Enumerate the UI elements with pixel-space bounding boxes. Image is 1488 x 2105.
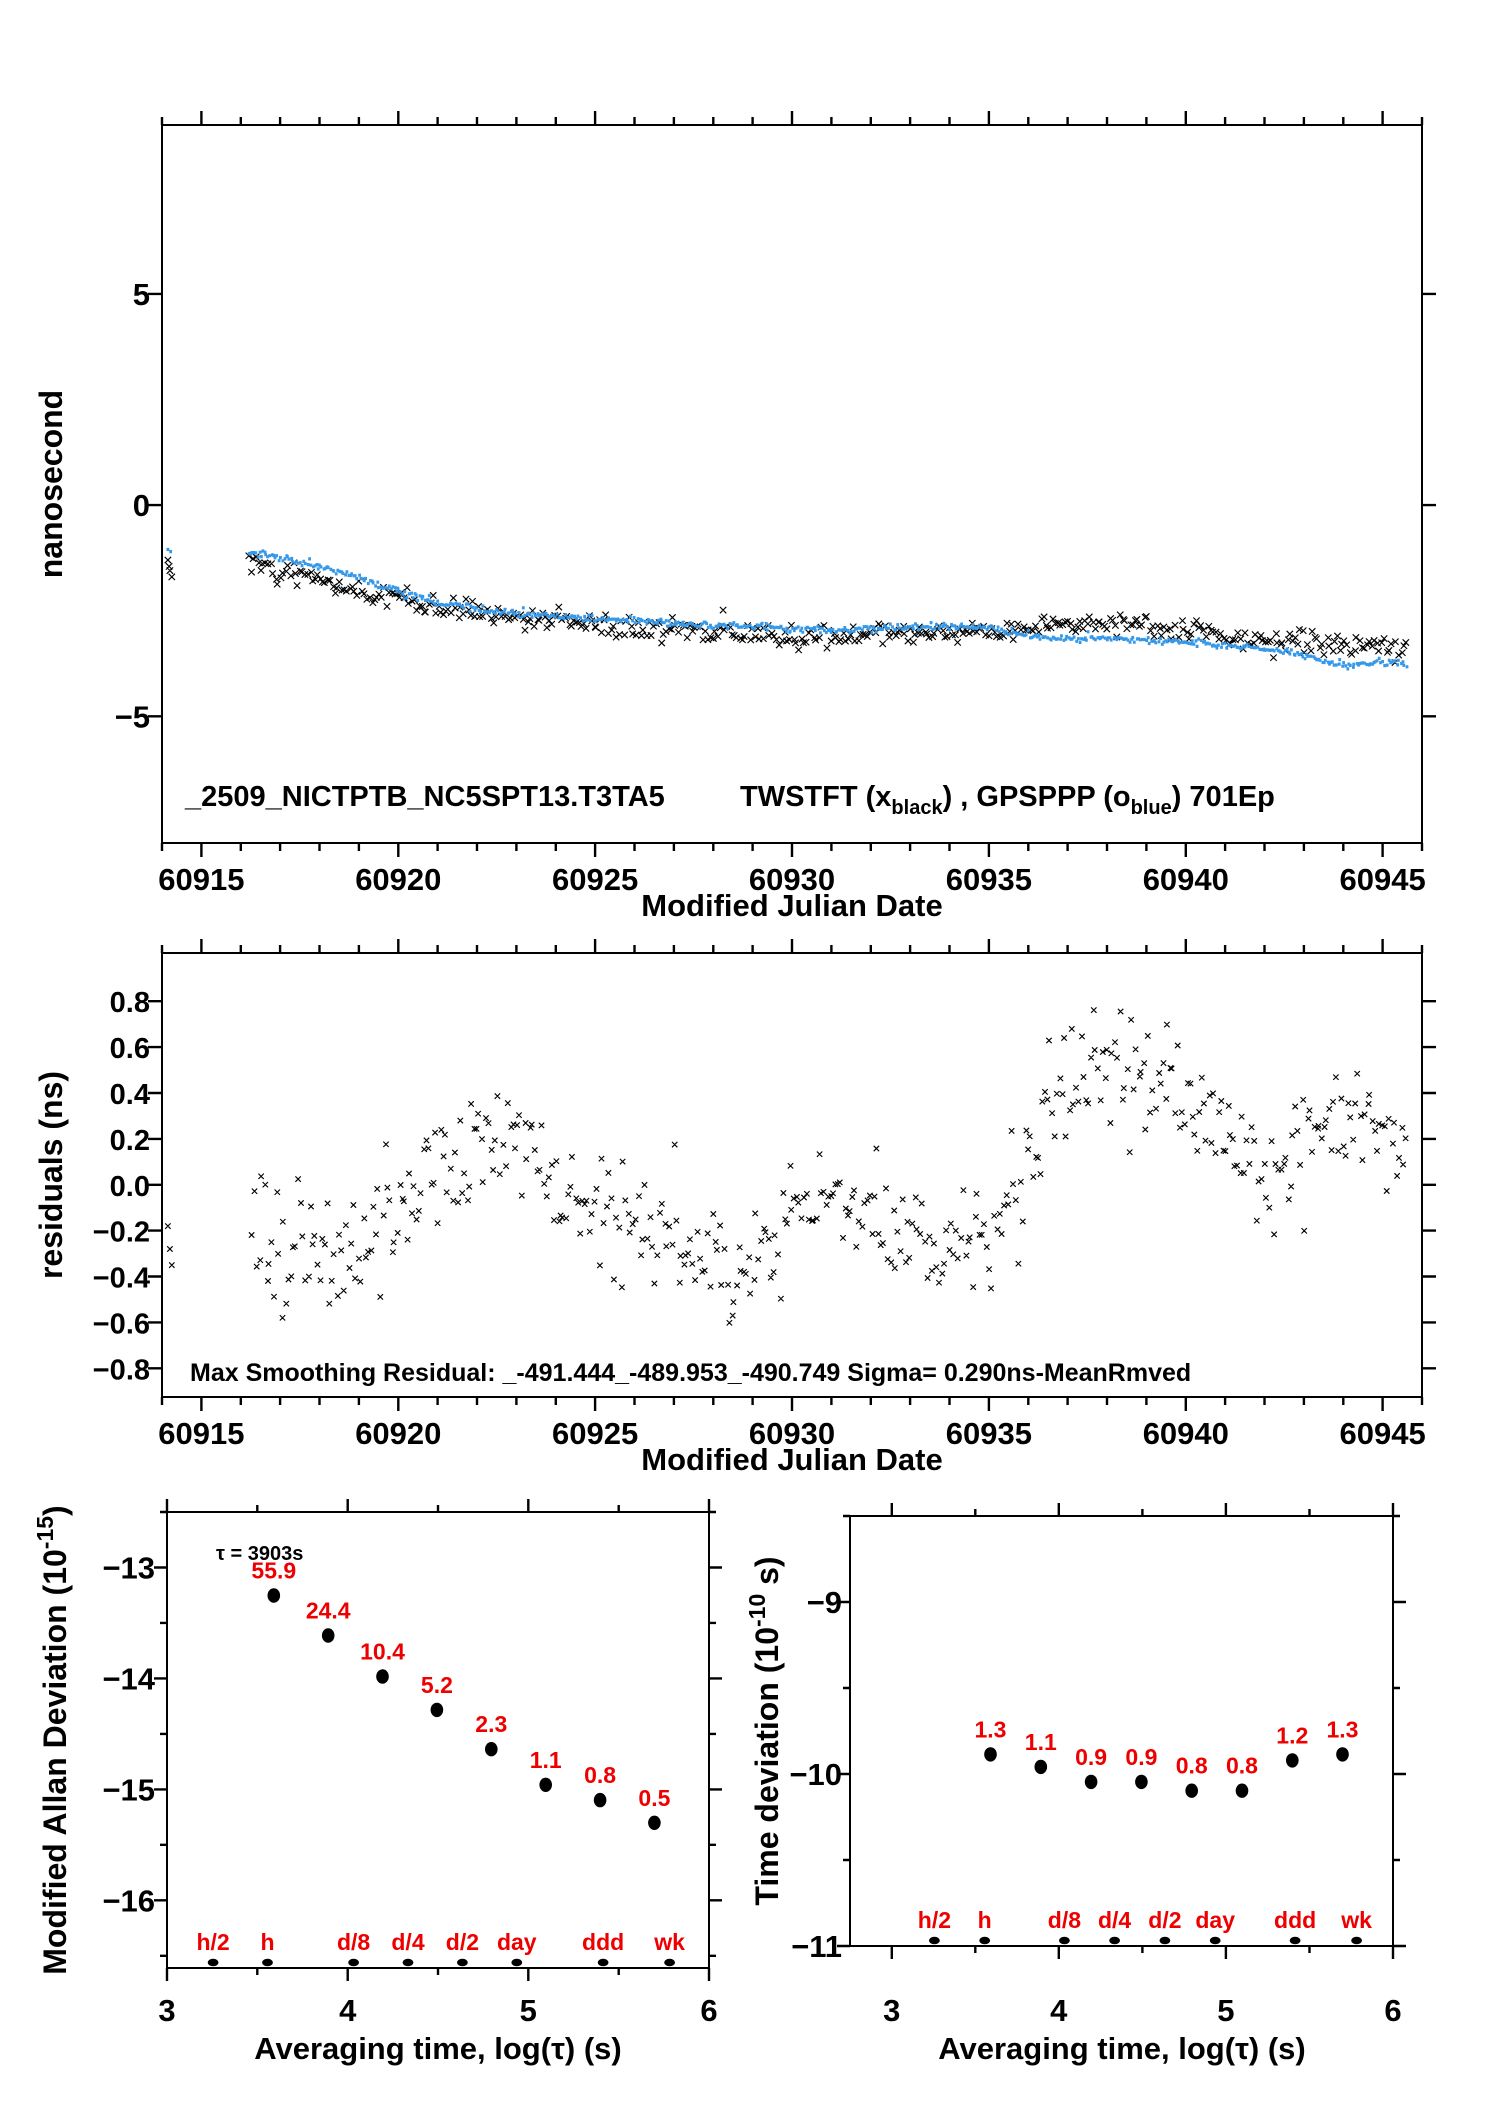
deviation-point — [648, 1816, 661, 1830]
deviation-point — [594, 1793, 607, 1807]
y-tick-label: −11 — [791, 1929, 842, 1964]
tau-marker-dot — [348, 1959, 359, 1967]
tau-marker-label: day — [1195, 1907, 1236, 1933]
deviation-point — [1336, 1747, 1349, 1761]
y-tick-label: −13 — [102, 1550, 155, 1586]
tau-marker-dot — [929, 1937, 940, 1945]
x-tick-label: 6 — [700, 1993, 718, 2028]
tau-marker-dot — [511, 1959, 522, 1967]
panel2-y-tick-labels — [93, 987, 150, 1386]
axis-ticks — [837, 1503, 1406, 1959]
panel3-tau-annotation: τ = 3903s — [216, 1543, 304, 1565]
tau-marker-dot — [1109, 1937, 1120, 1945]
deviation-point — [1135, 1775, 1148, 1789]
deviation-value-label: 0.9 — [1075, 1743, 1108, 1770]
x-tick-label: 60945 — [1339, 1416, 1426, 1451]
panel3-ticks — [154, 1499, 722, 1981]
deviation-value-label: 0.8 — [1175, 1752, 1208, 1779]
panel2-scatter — [165, 1007, 1408, 1325]
deviation-value-label: 0.5 — [638, 1784, 671, 1811]
tau-marker-dot — [403, 1959, 414, 1967]
panel3-x-axis-title: Averaging time, log(τ) (s) — [254, 2031, 622, 2066]
deviation-point — [1286, 1753, 1299, 1767]
panel2-frame — [162, 953, 1422, 1397]
axis-ticks — [148, 111, 1436, 857]
tau-marker-dot — [262, 1959, 273, 1967]
deviation-value-label: 1.1 — [1024, 1728, 1057, 1755]
y-tick-label: 5 — [132, 276, 150, 312]
tau-marker-dot — [1210, 1937, 1221, 1945]
tau-marker-label: ddd — [582, 1929, 625, 1955]
tau-marker-label: d/2 — [1148, 1907, 1182, 1933]
deviation-value-label: 1.3 — [1326, 1716, 1359, 1743]
tau-marker-label: d/4 — [1097, 1907, 1132, 1933]
panel2-smoothing-annotation: Max Smoothing Residual: _-491.444_-489.953_-490.749 Sigma= 0.290ns-MeanRmved — [190, 1359, 1192, 1387]
deviation-point — [1035, 1760, 1048, 1774]
tau-marker-dot — [208, 1959, 219, 1967]
panel1-frame — [162, 125, 1422, 843]
y-tick-label: 0 — [132, 488, 150, 524]
deviation-value-label: 24.4 — [305, 1597, 351, 1624]
deviation-point — [1236, 1784, 1249, 1798]
deviation-value-label: 0.8 — [1226, 1752, 1258, 1779]
panel4-data-points — [975, 1716, 1359, 1798]
y-tick-label: −0.8 — [92, 1354, 150, 1387]
y-tick-label: −0.6 — [92, 1308, 150, 1341]
y-tick-label: −0.2 — [92, 1216, 150, 1249]
tau-marker-dot — [457, 1959, 468, 1967]
y-tick-label: 0.8 — [109, 987, 150, 1020]
y-tick-label: 0.6 — [109, 1033, 150, 1066]
panel1-x-axis-title: Modified Julian Date — [641, 888, 943, 923]
panel1-y-tick-labels — [115, 277, 150, 734]
deviation-value-label: 1.1 — [529, 1746, 562, 1773]
x-tick-label: 60925 — [551, 862, 639, 897]
y-tick-label: −15 — [102, 1772, 155, 1808]
deviation-point — [431, 1703, 444, 1717]
x-tick-label: 5 — [1217, 1993, 1235, 2028]
panel3-tau-markers — [196, 1929, 685, 1966]
x-tick-label: 4 — [339, 1993, 357, 2028]
panel1-scatter — [165, 550, 1409, 669]
panel1-legend-annotation: TWSTFT $(x_{black})$ , GPSPPP $(o_{blue})$ 701Ep — [740, 781, 1275, 819]
panel-time-difference — [33, 111, 1436, 923]
tau-marker-label: day — [496, 1929, 537, 1955]
y-tick-label: −0.4 — [92, 1262, 150, 1295]
deviation-value-label: 55.9 — [251, 1557, 297, 1584]
panel-allan-deviation — [32, 1499, 722, 2066]
deviation-value-label: 10.4 — [360, 1638, 405, 1665]
x-tick-label: 60915 — [158, 1416, 245, 1451]
y-tick-label: −9 — [806, 1585, 842, 1620]
panel3-frame — [167, 1512, 709, 1968]
panel2-y-axis-title: residuals (ns) — [33, 1070, 69, 1280]
x-tick-label: 60925 — [551, 1416, 639, 1451]
panel2-x-axis-title: Modified Julian Date — [641, 1442, 943, 1477]
panel1-ticks — [148, 111, 1436, 857]
x-tick-label: 60940 — [1142, 1416, 1229, 1451]
deviation-value-label: 0.8 — [584, 1762, 617, 1789]
deviation-point — [539, 1778, 552, 1792]
deviation-value-label: 0.9 — [1125, 1743, 1158, 1770]
scatter-series-residuals — [165, 1007, 1408, 1325]
panel4-x-tick-labels — [883, 1993, 1401, 2028]
y-tick-label: −14 — [102, 1661, 155, 1697]
y-tick-label: 0.0 — [109, 1170, 150, 1203]
tau-marker-label: h/2 — [196, 1929, 230, 1955]
deviation-value-label: 5.2 — [420, 1671, 453, 1698]
panel4-ticks — [837, 1503, 1406, 1959]
tau-marker-dot — [1160, 1937, 1171, 1945]
tau-marker-label: ddd — [1274, 1907, 1317, 1933]
x-tick-label: 3 — [883, 1993, 901, 2028]
tau-marker-dot — [664, 1959, 675, 1967]
tau-marker-dot — [1290, 1937, 1301, 1945]
y-tick-label: −10 — [789, 1757, 842, 1792]
tau-marker-label: d/8 — [336, 1929, 371, 1955]
tau-marker-label: d/8 — [1047, 1907, 1082, 1933]
tau-marker-label: d/2 — [445, 1929, 480, 1955]
x-tick-label: 60930 — [748, 1416, 836, 1451]
tau-marker-dot — [598, 1959, 609, 1967]
x-tick-label: 60935 — [945, 1416, 1033, 1451]
panel3-x-tick-labels — [158, 1993, 717, 2028]
tau-marker-label: h — [977, 1907, 992, 1933]
deviation-point — [322, 1628, 335, 1642]
x-tick-label: 3 — [158, 1993, 176, 2028]
y-tick-label: −16 — [102, 1883, 155, 1919]
tau-marker-dot — [1059, 1937, 1070, 1945]
panel4-tau-markers — [918, 1907, 1372, 1944]
x-tick-label: 60940 — [1142, 862, 1229, 897]
tau-marker-dot — [1351, 1937, 1362, 1945]
panel3-y-axis-title: Modified Allan Deviation $(10^{-15})$ — [32, 1505, 73, 1975]
x-tick-label: 60935 — [945, 862, 1033, 897]
x-tick-label: 4 — [1050, 1993, 1068, 2028]
panel4-y-tick-labels — [789, 1585, 842, 1964]
y-tick-label: 0.4 — [109, 1079, 150, 1111]
deviation-value-label: 1.3 — [974, 1716, 1007, 1743]
deviation-value-label: 1.2 — [1276, 1722, 1309, 1749]
tau-marker-label: d/4 — [391, 1929, 425, 1955]
deviation-point — [984, 1747, 997, 1761]
tau-marker-label: wk — [1341, 1907, 1372, 1933]
y-tick-label: 0.2 — [109, 1124, 150, 1157]
deviation-point — [268, 1588, 281, 1602]
panel1-y-axis-title: nanosecond — [33, 389, 69, 579]
panel-time-deviation — [744, 1503, 1406, 2066]
panel4-frame — [850, 1516, 1393, 1946]
x-tick-label: 60915 — [158, 862, 245, 897]
x-tick-label: 6 — [1384, 1993, 1402, 2028]
deviation-point — [1085, 1775, 1098, 1789]
x-tick-label: 60920 — [355, 862, 442, 897]
panel-residuals — [33, 939, 1436, 1477]
axis-ticks — [154, 1499, 722, 1981]
tau-marker-dot — [979, 1937, 990, 1945]
x-tick-label: 60920 — [355, 1416, 442, 1451]
tau-marker-label: h — [260, 1929, 275, 1955]
x-tick-label: 60930 — [748, 862, 836, 897]
panel3-data-points — [251, 1558, 670, 1831]
panel1-link-id-annotation: _2509_NICTPTB_NC5SPT13.T3TA5 — [185, 781, 665, 813]
panel3-y-tick-labels — [102, 1551, 155, 1919]
panel4-y-axis-title: Time deviation ($10^{-10}$ s) — [744, 1556, 785, 1906]
deviation-point — [376, 1669, 389, 1683]
deviation-point — [485, 1742, 498, 1756]
tau-marker-label: h/2 — [917, 1907, 952, 1933]
x-tick-label: 5 — [519, 1993, 537, 2028]
panel4-x-axis-title: Averaging time, log(τ) (s) — [938, 2031, 1306, 2066]
tau-marker-label: wk — [654, 1929, 685, 1955]
x-tick-label: 60945 — [1339, 862, 1426, 897]
deviation-value-label: 2.3 — [475, 1711, 508, 1738]
y-tick-label: −5 — [114, 699, 150, 735]
deviation-point — [1185, 1784, 1198, 1798]
scatter-series-GPSPPP — [167, 550, 1409, 669]
